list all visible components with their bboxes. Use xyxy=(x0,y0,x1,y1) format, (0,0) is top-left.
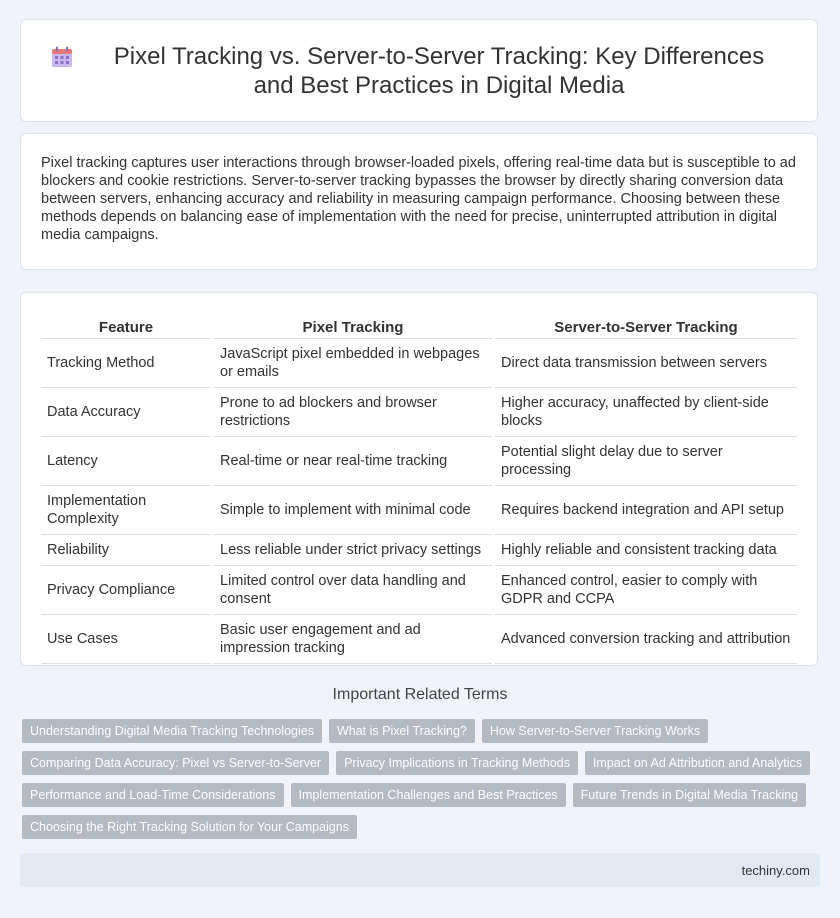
table-row xyxy=(41,486,797,535)
table-cell: Highly reliable and consistent tracking data xyxy=(495,535,797,566)
title-card xyxy=(20,19,818,122)
related-terms-title: Important Related Terms xyxy=(332,686,508,703)
table-row xyxy=(41,388,797,437)
table-cell: Basic user engagement and ad impression tracking xyxy=(214,615,492,664)
footer xyxy=(20,853,820,887)
column-header: Server-to-Server Tracking xyxy=(495,313,797,339)
table-row xyxy=(41,339,797,388)
table-cell: Real-time or near real-time tracking xyxy=(214,437,492,486)
table-cell: Reliability xyxy=(41,535,211,566)
related-term-tag[interactable]: Understanding Digital Media Tracking Technologies xyxy=(22,719,322,743)
table-cell: Less reliable under strict privacy settings xyxy=(214,535,492,566)
table-cell: Limited control over data handling and consent xyxy=(214,566,492,615)
comparison-table-card xyxy=(20,292,818,666)
column-header: Feature xyxy=(41,313,211,339)
table-row xyxy=(41,437,797,486)
title-wrap xyxy=(51,42,787,100)
related-term-tag[interactable]: Comparing Data Accuracy: Pixel vs Server-to-Server xyxy=(22,751,329,775)
related-term-tag[interactable]: Choosing the Right Tracking Solution for Your Campaigns xyxy=(22,815,357,839)
table-row xyxy=(41,615,797,664)
intro-card xyxy=(20,133,818,270)
table-row xyxy=(41,535,797,566)
table-cell: Data Accuracy xyxy=(41,388,211,437)
related-term-tag[interactable]: Impact on Ad Attribution and Analytics xyxy=(585,751,810,775)
table-cell: Enhanced control, easier to comply with GDPR and CCPA xyxy=(495,566,797,615)
column-header: Pixel Tracking xyxy=(214,313,492,339)
intro-text: Pixel tracking captures user interactions through browser-loaded pixels, offering real-time data but is susceptible to ad blockers and cookie restrictions. Server-to-server tracking bypasses the browser by directly sharing conversion data between servers, enhancing accuracy and reliability in measuring campaign performance. Choosing between these methods depends on balancing ease of implementation with the need for precise, uninterrupted attribution in digital media campaigns. xyxy=(41,155,796,243)
related-term-tag[interactable]: Privacy Implications in Tracking Methods xyxy=(336,751,578,775)
table-cell: Privacy Compliance xyxy=(41,566,211,615)
table-cell: Simple to implement with minimal code xyxy=(214,486,492,535)
table-cell: Advanced conversion tracking and attribution xyxy=(495,615,797,664)
calendar-icon xyxy=(51,46,73,68)
table-cell: Potential slight delay due to server processing xyxy=(495,437,797,486)
page-title: Pixel Tracking vs. Server-to-Server Tracking: Key Differences and Best Practices in Digital Media xyxy=(113,42,765,99)
related-term-tag[interactable]: Performance and Load-Time Considerations xyxy=(22,783,284,807)
related-term-tag[interactable]: Future Trends in Digital Media Tracking xyxy=(573,783,806,807)
table-cell: Prone to ad blockers and browser restrictions xyxy=(214,388,492,437)
table-cell: Requires backend integration and API setup xyxy=(495,486,797,535)
footer-site-link[interactable]: techiny.com xyxy=(741,862,810,878)
related-terms-list xyxy=(22,719,822,847)
table-cell: Latency xyxy=(41,437,211,486)
table-row xyxy=(41,566,797,615)
comparison-table xyxy=(38,313,800,664)
table-cell: Use Cases xyxy=(41,615,211,664)
related-term-tag[interactable]: What is Pixel Tracking? xyxy=(329,719,475,743)
table-cell: Tracking Method xyxy=(41,339,211,388)
related-term-tag[interactable]: How Server-to-Server Tracking Works xyxy=(482,719,708,743)
table-cell: Higher accuracy, unaffected by client-side blocks xyxy=(495,388,797,437)
table-cell: Direct data transmission between servers xyxy=(495,339,797,388)
table-header-row xyxy=(41,313,797,339)
table-cell: JavaScript pixel embedded in webpages or emails xyxy=(214,339,492,388)
table-cell: Implementation Complexity xyxy=(41,486,211,535)
related-term-tag[interactable]: Implementation Challenges and Best Practices xyxy=(291,783,566,807)
